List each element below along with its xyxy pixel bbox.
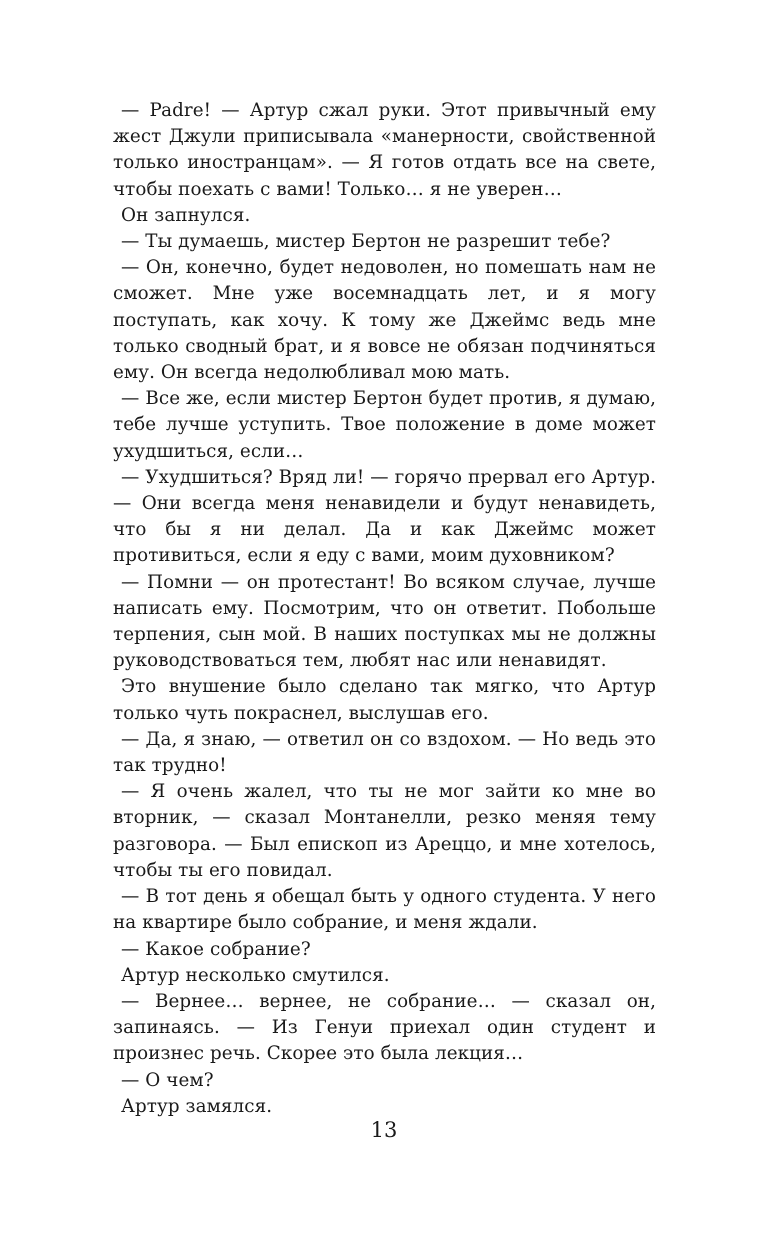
- paragraph-2: Он запнулся.: [121, 204, 251, 226]
- paragraph-8: Это внушение было сделано так мягко, что Артур только чуть покраснел, выслушав его.: [113, 676, 656, 724]
- paragraph-11: — В тот день я обещал быть у одного студента. У него на квартире было собрание, и меня ждали.: [113, 886, 656, 934]
- page-body: [113, 98, 656, 1120]
- paragraph-15: — О чем?: [121, 1069, 214, 1091]
- page-number: 13: [370, 1118, 398, 1142]
- paragraph-1: — Padre! — Артур сжал руки. Этот привычный ему жест Джули приписывала «манерности, свойственной только иностранцам». — Я готов отдать все на свете, чтобы поехать с вами! Только… я не уверен…: [113, 100, 656, 200]
- paragraph-3: — Ты думаешь, мистер Бертон не разрешит тебе?: [121, 231, 611, 253]
- paragraph-6: — Ухудшиться? Вряд ли! — горячо прервал его Артур. — Они всегда меня ненавидели и будут ненавидеть, что бы я ни делал. Да и как Джеймс может противиться, если я еду с вами, моим духовником?: [113, 466, 656, 567]
- paragraph-10: — Я очень жалел, что ты не мог зайти ко мне во вторник, — сказал Монтанелли, резко меняя тему разговора. — Был епископ из Ареццо, и мне хотелось, чтобы ты его повидал.: [113, 781, 656, 881]
- paragraph-7: — Помни — он протестант! Во всяком случае, лучше написать ему. Посмотрим, что он ответит. Побольше терпения, сын мой. В наших поступках мы не должны руководствоваться тем, любят нас или ненавидят.: [113, 571, 656, 672]
- paragraph-14: — Вернее… вернее, не собрание… — сказал он, запинаясь. — Из Генуи приехал один студент и произнес речь. Скорее это была лекция…: [113, 990, 656, 1065]
- paragraph-12: — Какое собрание?: [121, 938, 311, 960]
- paragraph-9: — Да, я знаю, — ответил он со вздохом. — Но ведь это так трудно!: [113, 728, 656, 777]
- paragraph-13: Артур несколько смутился.: [121, 964, 390, 986]
- paragraph-4: — Он, конечно, будет недоволен, но помешать нам не сможет. Мне уже восемнадцать лет, и я могу поступать, как хочу. К тому же Джеймс ведь мне только сводный брат, и я вовсе не обязан подчиняться ему. Он всегда недолюбливал мою мать.: [113, 257, 656, 384]
- paragraph-16: Артур замялся.: [121, 1095, 273, 1117]
- paragraph-5: — Все же, если мистер Бертон будет против, я думаю, тебе лучше уступить. Твое положение в доме может ухудшиться, если…: [113, 388, 656, 462]
